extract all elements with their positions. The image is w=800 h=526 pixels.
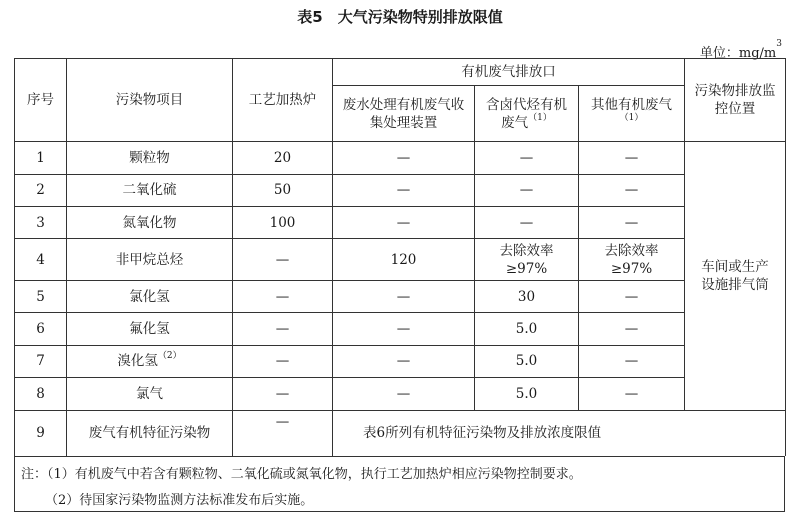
cell-index: 1	[15, 142, 67, 174]
cell-pollutant	[67, 174, 233, 206]
cell-furnace: —	[233, 345, 333, 377]
header-index: 序号	[15, 59, 67, 142]
emission-limits-table	[14, 58, 786, 456]
cell-pollutant-text: 溴化氢	[117, 353, 158, 370]
cell-index: 3	[15, 207, 67, 239]
cell-pollutant	[67, 142, 233, 174]
cell-furnace: 20	[233, 142, 333, 174]
table-title: 表5 大气污染物特别排放限值	[297, 8, 503, 26]
cell-wastewater: 120	[333, 239, 475, 281]
header-location: 污染物排放监控位置	[685, 59, 786, 142]
cell-furnace: 100	[233, 207, 333, 239]
cell-other-organic: —	[579, 174, 685, 206]
header-other-organic-text: 其他有机废气	[591, 96, 672, 113]
cell-pollutant	[67, 207, 233, 239]
cell-pollutant-text: 二氧化硫	[122, 182, 177, 199]
cell-index: 2	[15, 174, 67, 206]
cell-other-organic: —	[579, 142, 685, 174]
header-other-organic	[579, 86, 685, 142]
cell-other-organic: —	[579, 281, 685, 313]
unit-text: 单位：mg/m	[699, 46, 777, 61]
cell-pollutant-text: 氟化氢	[129, 321, 170, 338]
cell-wastewater: —	[333, 378, 475, 410]
header-furnace: 工艺加热炉	[233, 59, 333, 142]
cell-index: 5	[15, 281, 67, 313]
unit-superscript: 3	[776, 39, 782, 49]
cell-index: 8	[15, 378, 67, 410]
table-row	[15, 345, 786, 377]
table-row	[15, 174, 786, 206]
cell-wastewater: —	[333, 313, 475, 345]
cell-location: 车间或生产设施排气筒	[685, 142, 786, 410]
table-row	[15, 142, 786, 174]
cell-pollutant-text: 颗粒物	[129, 150, 170, 166]
cell-halogenated: 5.0	[475, 313, 579, 345]
cell-pollutant	[67, 281, 233, 313]
note-2: （2）待国家污染物监测方法标准发布后实施。	[45, 493, 314, 508]
notes-box	[14, 456, 785, 512]
note-1: 注：（1）有机废气中若含有颗粒物、二氧化硫或氮氧化物，执行工艺加热炉相应污染物控制要求。	[21, 467, 582, 482]
cell-other-organic: —	[579, 313, 685, 345]
cell-furnace: —	[233, 239, 333, 281]
cell-index: 4	[15, 239, 67, 281]
cell-other-organic: —	[579, 378, 685, 410]
cell-pollutant: 废气有机特征污染物	[67, 410, 233, 456]
cell-pollutant-text: 氮氧化物	[122, 214, 177, 231]
cell-furnace: —	[233, 378, 333, 410]
cell-halogenated: —	[475, 142, 579, 174]
footnote-marker: （1）	[528, 112, 552, 123]
cell-merged-limit: 表6所列有机特征污染物及排放浓度限值	[333, 410, 786, 456]
cell-furnace: 50	[233, 174, 333, 206]
cell-halogenated: 30	[475, 281, 579, 313]
cell-halogenated: —	[475, 174, 579, 206]
table-row	[15, 281, 786, 313]
header-halogenated	[475, 86, 579, 142]
header-wastewater-device: 废水处理有机废气收集处理装置	[333, 86, 475, 142]
cell-halogenated: 5.0	[475, 345, 579, 377]
footnote-marker: （1）	[619, 112, 644, 123]
cell-pollutant	[67, 239, 233, 281]
cell-wastewater: —	[333, 345, 475, 377]
cell-furnace: —	[233, 410, 333, 456]
cell-pollutant	[67, 378, 233, 410]
table-row	[15, 239, 786, 281]
table-row	[15, 207, 786, 239]
cell-wastewater: —	[333, 142, 475, 174]
cell-other-organic: —	[579, 207, 685, 239]
cell-index: 6	[15, 313, 67, 345]
cell-index: 9	[15, 410, 67, 456]
cell-halogenated: 5.0	[475, 378, 579, 410]
cell-pollutant-text: 氯化氢	[129, 288, 170, 305]
header-halogenated-text: 含卤代烃有机废气	[486, 96, 567, 131]
header-organic-group: 有机废气排放口	[333, 59, 685, 86]
cell-pollutant-text: 非甲烷总烃	[115, 251, 184, 268]
cell-pollutant	[67, 345, 233, 377]
table-row	[15, 410, 786, 456]
cell-pollutant	[67, 313, 233, 345]
table-row	[15, 313, 786, 345]
cell-other-organic: 去除效率≥97%	[579, 239, 685, 281]
footnote-marker: （2）	[157, 351, 182, 362]
cell-other-organic: —	[579, 345, 685, 377]
cell-halogenated: 去除效率≥97%	[475, 239, 579, 281]
cell-furnace: —	[233, 281, 333, 313]
header-row-1	[15, 59, 786, 86]
cell-wastewater: —	[333, 207, 475, 239]
cell-index: 7	[15, 345, 67, 377]
cell-furnace: —	[233, 313, 333, 345]
cell-halogenated: —	[475, 207, 579, 239]
header-pollutant: 污染物项目	[67, 59, 233, 142]
table-row	[15, 378, 786, 410]
cell-wastewater: —	[333, 174, 475, 206]
cell-wastewater: —	[333, 281, 475, 313]
cell-pollutant-text: 氯气	[136, 385, 163, 402]
